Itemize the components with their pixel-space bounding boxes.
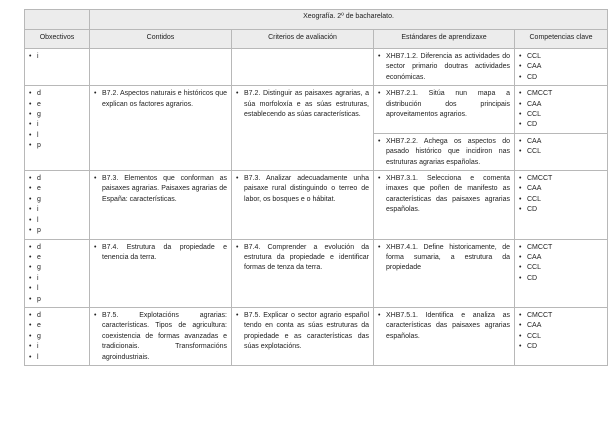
content-list bbox=[94, 174, 227, 205]
header-competencies: Competencias clave bbox=[515, 30, 608, 49]
competency-item: • CAA bbox=[519, 253, 603, 263]
objective-item: • d bbox=[29, 243, 85, 253]
standards-cell bbox=[374, 133, 515, 170]
table-row bbox=[25, 239, 608, 307]
objective-item: • e bbox=[29, 321, 85, 331]
objective-item: • e bbox=[29, 253, 85, 263]
standard-item: • XHB7.5.1. Identifica e analiza as características das paisaxes agrarias españolas. bbox=[378, 311, 510, 342]
competencies-cell bbox=[515, 307, 608, 365]
objective-item: • i bbox=[29, 205, 85, 215]
objective-item: • i bbox=[29, 52, 85, 62]
content-item: • B7.2. Aspectos naturais e históricos que explican os factores agrarios. bbox=[94, 89, 227, 110]
objective-item: • d bbox=[29, 311, 85, 321]
objectives-cell bbox=[25, 171, 90, 239]
table-row bbox=[25, 49, 608, 86]
content-list bbox=[94, 243, 227, 264]
criteria-list bbox=[236, 174, 369, 205]
competency-item: • CD bbox=[519, 342, 603, 352]
objective-item: • g bbox=[29, 263, 85, 273]
contents-cell bbox=[90, 239, 232, 307]
objectives-cell bbox=[25, 307, 90, 365]
competencies-cell bbox=[515, 171, 608, 239]
competency-item: • CCL bbox=[519, 52, 603, 62]
competency-item: • CCL bbox=[519, 195, 603, 205]
competency-list bbox=[519, 52, 603, 83]
standards-cell bbox=[374, 307, 515, 365]
contents-cell bbox=[90, 49, 232, 86]
criteria-cell bbox=[232, 86, 374, 171]
competency-item: • CAA bbox=[519, 62, 603, 72]
standard-item: • XHB7.3.1. Selecciona e comenta imaxes que poñen de manifesto as características das paisaxes agrarias españolas. bbox=[378, 174, 510, 216]
competency-item: • CD bbox=[519, 120, 603, 130]
standards-cell bbox=[374, 239, 515, 307]
objective-item: • l bbox=[29, 131, 85, 141]
objective-item: • e bbox=[29, 100, 85, 110]
competencies-cell bbox=[515, 49, 608, 86]
competency-list bbox=[519, 89, 603, 131]
competency-item: • CMCCT bbox=[519, 174, 603, 184]
objective-item: • d bbox=[29, 174, 85, 184]
competencies-cell bbox=[515, 86, 608, 134]
objective-item: • d bbox=[29, 89, 85, 99]
content-item: • B7.3. Elementos que conforman as paisaxes agrarias. Paisaxes agrarias de España: características. bbox=[94, 174, 227, 205]
standards-cell bbox=[374, 49, 515, 86]
standards-cell bbox=[374, 86, 515, 134]
content-list bbox=[94, 89, 227, 110]
objective-item: • l bbox=[29, 353, 85, 363]
standard-item: • XHB7.1.2. Diferencia as actividades do sector primario doutras actividades económicas. bbox=[378, 52, 510, 83]
competency-item: • CD bbox=[519, 274, 603, 284]
criteria-cell bbox=[232, 171, 374, 239]
criteria-item: • B7.4. Comprender a evolución da estrutura da propiedade e identificar formas de tenza da terra. bbox=[236, 243, 369, 274]
table-title: Xeografía. 2º de bacharelato. bbox=[90, 10, 608, 30]
criteria-item: • B7.3. Analizar adecuadamente unha paisaxe rural distinguindo o terreo de labor, os bosques e o hábitat. bbox=[236, 174, 369, 205]
objective-item: • g bbox=[29, 110, 85, 120]
competencies-cell bbox=[515, 239, 608, 307]
objective-item: • p bbox=[29, 295, 85, 305]
competency-item: • CMCCT bbox=[519, 311, 603, 321]
competency-item: • CMCCT bbox=[519, 243, 603, 253]
competency-item: • CD bbox=[519, 205, 603, 215]
competency-item: • CD bbox=[519, 73, 603, 83]
competency-list bbox=[519, 243, 603, 285]
table-row bbox=[25, 86, 608, 134]
header-objectives: Obxectivos bbox=[25, 30, 90, 49]
objective-list bbox=[29, 243, 85, 305]
contents-cell bbox=[90, 307, 232, 365]
content-item: • B7.5. Explotacións agrarias: características. Tipos de agricultura: coexistencia de formas avanzadas e tradicionais. Transformacións agroindustriais. bbox=[94, 311, 227, 363]
competency-item: • CAA bbox=[519, 321, 603, 331]
criteria-list bbox=[236, 311, 369, 353]
table-row bbox=[25, 307, 608, 365]
criteria-cell bbox=[232, 49, 374, 86]
objectives-cell bbox=[25, 49, 90, 86]
objective-item: • g bbox=[29, 195, 85, 205]
competency-item: • CAA bbox=[519, 184, 603, 194]
objective-item: • l bbox=[29, 284, 85, 294]
competency-list bbox=[519, 311, 603, 353]
objective-item: • i bbox=[29, 120, 85, 130]
objective-list bbox=[29, 52, 85, 62]
standard-list bbox=[378, 311, 510, 342]
criteria-item: • B7.2. Distinguir as paisaxes agrarias, a súa morfoloxía e as súas estruturas, establecendo as súas características. bbox=[236, 89, 369, 120]
table-row bbox=[25, 171, 608, 239]
standard-list bbox=[378, 89, 510, 120]
objective-list bbox=[29, 174, 85, 236]
competency-item: • CAA bbox=[519, 137, 603, 147]
objective-item: • i bbox=[29, 274, 85, 284]
standard-item: • XHB7.4.1. Define historicamente, de forma sumaria, a estrutura da propiedade bbox=[378, 243, 510, 274]
objective-item: • p bbox=[29, 226, 85, 236]
objective-item: • i bbox=[29, 342, 85, 352]
competency-item: • CMCCT bbox=[519, 89, 603, 99]
criteria-list bbox=[236, 243, 369, 274]
competency-list bbox=[519, 174, 603, 216]
objective-list bbox=[29, 311, 85, 363]
table-body bbox=[25, 49, 608, 366]
competencies-cell bbox=[515, 133, 608, 170]
header-standards: Estándares de aprendizaxe bbox=[374, 30, 515, 49]
objective-item: • e bbox=[29, 184, 85, 194]
competency-item: • CAA bbox=[519, 100, 603, 110]
content-list bbox=[94, 311, 227, 363]
criteria-list bbox=[236, 89, 369, 120]
criteria-cell bbox=[232, 307, 374, 365]
competency-item: • CCL bbox=[519, 263, 603, 273]
standard-list bbox=[378, 52, 510, 83]
criteria-cell bbox=[232, 239, 374, 307]
competency-list bbox=[519, 137, 603, 158]
standard-list bbox=[378, 137, 510, 168]
competency-item: • CCL bbox=[519, 110, 603, 120]
objective-item: • g bbox=[29, 332, 85, 342]
objectives-cell bbox=[25, 86, 90, 171]
curriculum-table-wrapper bbox=[24, 9, 607, 366]
contents-cell bbox=[90, 171, 232, 239]
competency-item: • CCL bbox=[519, 332, 603, 342]
header-contents: Contidos bbox=[90, 30, 232, 49]
corner-cell bbox=[25, 10, 90, 30]
contents-cell bbox=[90, 86, 232, 171]
objective-list bbox=[29, 89, 85, 151]
standard-item: • XHB7.2.2. Achega os aspectos do pasado histórico que incidiron nas estruturas agrarias españolas. bbox=[378, 137, 510, 168]
header-criteria: Criterios de avaliación bbox=[232, 30, 374, 49]
competency-item: • CCL bbox=[519, 147, 603, 157]
objectives-cell bbox=[25, 239, 90, 307]
objective-item: • l bbox=[29, 216, 85, 226]
criteria-item: • B7.5. Explicar o sector agrario español tendo en conta as súas estruturas da propiedade e as características das súas explotacións. bbox=[236, 311, 369, 353]
standard-list bbox=[378, 174, 510, 216]
standard-list bbox=[378, 243, 510, 274]
standard-item: • XHB7.2.1. Sitúa nun mapa a distribución dos principais aproveitamentos agrarios. bbox=[378, 89, 510, 120]
content-item: • B7.4. Estrutura da propiedade e tenencia da terra. bbox=[94, 243, 227, 264]
curriculum-table bbox=[24, 9, 608, 366]
standards-cell bbox=[374, 171, 515, 239]
objective-item: • p bbox=[29, 141, 85, 151]
